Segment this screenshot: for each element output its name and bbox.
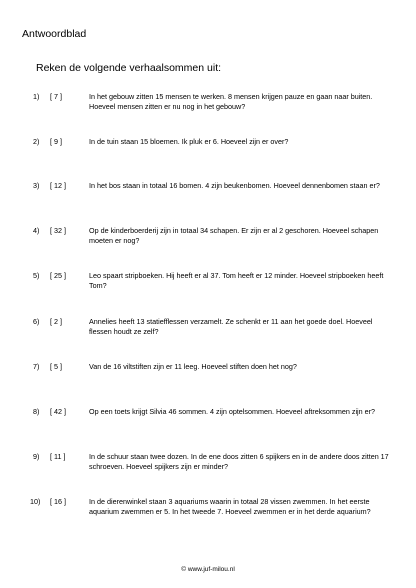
question-number: 8) xyxy=(33,407,40,416)
question-text: In het bos staan in totaal 16 bomen. 4 zijn beukenbomen. Hoeveel dennenbomen staan er? xyxy=(89,181,380,190)
sheet-title: Antwoordblad xyxy=(22,28,87,40)
question-text: Annelies heeft 13 statiefflessen verzamelt. Ze schenkt er 11 aan het goede doel. Hoeveel flessen houdt ze zelf? xyxy=(89,317,373,336)
question-answer: [ 25 ] xyxy=(50,271,66,280)
question-answer: [ 12 ] xyxy=(50,181,66,190)
question-number: 10) xyxy=(30,497,41,506)
question-number: 5) xyxy=(33,271,40,280)
question-answer: [ 42 ] xyxy=(50,407,66,416)
question-answer: [ 9 ] xyxy=(50,137,62,146)
question-text: In de tuin staan 15 bloemen. Ik pluk er 6. Hoeveel zijn er over? xyxy=(89,137,289,146)
instructions: Reken de volgende verhaalsommen uit: xyxy=(36,62,222,74)
question-text: Op een toets krijgt Silvia 46 sommen. 4 zijn optelsommen. Hoeveel aftreksommen zijn er? xyxy=(89,407,376,416)
question-number: 9) xyxy=(33,452,40,461)
question-text: Van de 16 viltstiften zijn er 11 leeg. Hoeveel stiften doen het nog? xyxy=(89,362,297,371)
question-answer: [ 5 ] xyxy=(50,362,62,371)
question-number: 4) xyxy=(33,226,40,235)
question-number: 3) xyxy=(33,181,40,190)
question-answer: [ 2 ] xyxy=(50,317,62,326)
question-text: Op de kinderboerderij zijn in totaal 34 schapen. Er zijn er al 2 geschoren. Hoeveel schapen moeten er nog? xyxy=(89,226,379,245)
question-text: Leo spaart stripboeken. Hij heeft er al 37. Tom heeft er 12 minder. Hoeveel stripboeken heeft Tom? xyxy=(89,271,384,290)
question-text: In de schuur staan twee dozen. In de ene doos zitten 6 spijkers en in de andere doos zitten 17 schroeven. Hoeveel spijkers zijn er minder? xyxy=(89,452,389,471)
question-number: 6) xyxy=(33,317,40,326)
question-answer: [ 32 ] xyxy=(50,226,66,235)
question-text: In de dierenwinkel staan 3 aquariums waarin in totaal 28 vissen zwemmen. In het eerste aquarium zwemmen er 5. In het tweede 7. Hoeveel zwemmen er in het derde aquarium? xyxy=(89,497,371,516)
question-number: 1) xyxy=(33,92,40,101)
footer-copyright: © www.juf-milou.nl xyxy=(181,566,235,573)
question-text: In het gebouw zitten 15 mensen te werken. 8 mensen krijgen pauze en gaan naar buiten. Hoeveel mensen zitten er nu nog in het gebouw? xyxy=(89,92,373,111)
question-number: 7) xyxy=(33,362,40,371)
question-answer: [ 16 ] xyxy=(50,497,66,506)
question-answer: [ 11 ] xyxy=(50,452,66,461)
question-answer: [ 7 ] xyxy=(50,92,62,101)
question-number: 2) xyxy=(33,137,40,146)
